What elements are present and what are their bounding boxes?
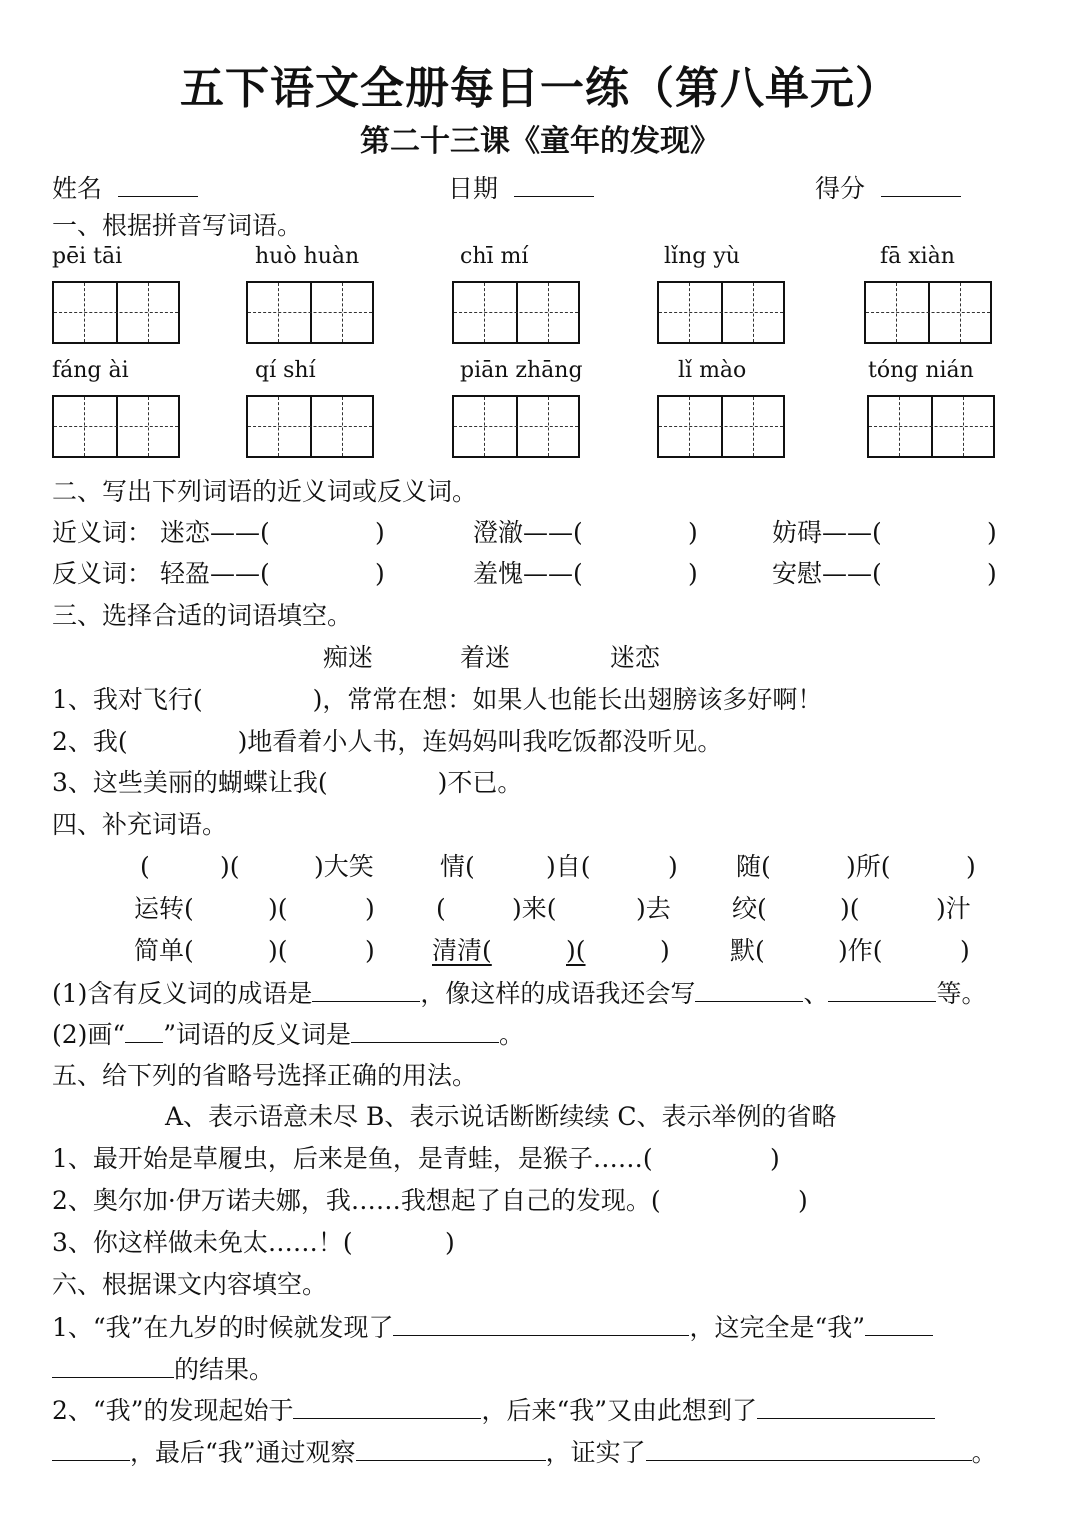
- idiom-part: (: [140, 852, 150, 881]
- synonym-item-1: 迷恋——(: [160, 518, 270, 547]
- fill-question-text: 2、我(: [52, 727, 128, 756]
- pinyin-7: qí shí: [255, 358, 316, 383]
- fill-question-2: [52, 726, 722, 758]
- idiom-part: )自(: [546, 852, 591, 881]
- question-text: 、: [803, 979, 829, 1008]
- answer-blank[interactable]: [865, 1311, 933, 1336]
- pinyin-3: chī mí: [460, 244, 529, 269]
- question-text: 2、“我”的发现起始于: [52, 1396, 294, 1425]
- section-3-heading: 三、选择合适的词语填空。: [52, 601, 353, 630]
- word-option-3: 迷恋: [610, 643, 661, 672]
- pinyin-4: lǐng yù: [664, 244, 740, 269]
- pinyin-2: huò huàn: [255, 244, 360, 269]
- idiom-part: 绞(: [732, 894, 767, 923]
- idiom-part: )来(: [512, 894, 557, 923]
- idiom-part: )大笑: [314, 852, 374, 881]
- writing-grid[interactable]: [452, 281, 580, 344]
- question-text: 的结果。: [174, 1355, 275, 1384]
- close-paren: ): [987, 518, 997, 547]
- close-paren: ): [987, 559, 997, 588]
- fill-question-1: [52, 684, 822, 716]
- answer-blank[interactable]: [646, 1436, 972, 1461]
- ellipsis-options: A、表示语意未尽 B、表示说话断断续续 C、表示举例的省略: [165, 1102, 837, 1131]
- idiom-part: 简单(: [134, 936, 194, 965]
- pinyin-9: lǐ mào: [678, 358, 747, 383]
- name-blank[interactable]: [118, 172, 198, 197]
- section-2-heading: 二、写出下列词语的近义词或反义词。: [52, 477, 478, 506]
- question-text: 1、“我”在九岁的时候就发现了: [52, 1313, 394, 1342]
- worksheet-title: 五下语文全册每日一练（第八单元）: [180, 63, 900, 114]
- synonym-label: 近义词：: [52, 518, 153, 547]
- writing-grid[interactable]: [452, 395, 580, 458]
- question-text: (2)画“: [52, 1020, 126, 1049]
- score-field[interactable]: [815, 172, 961, 205]
- idiom-part: 默(: [730, 936, 765, 965]
- date-label: 日期: [448, 174, 499, 203]
- fill-question-3: [52, 767, 522, 799]
- pinyin-1: pēi tāi: [52, 244, 123, 269]
- date-blank[interactable]: [514, 172, 594, 197]
- name-label: 姓名: [52, 174, 103, 203]
- lesson-subtitle: 第二十三课《童年的发现》: [360, 124, 720, 159]
- ellipsis-question-1: 1、最开始是草履虫，后来是鱼，是青蛙，是猴子……(: [52, 1144, 653, 1173]
- word-option-2: 着迷: [460, 643, 511, 672]
- synonym-item-3: 妨碍——(: [772, 518, 882, 547]
- answer-blank[interactable]: [356, 1436, 546, 1461]
- close-paren: ): [375, 559, 385, 588]
- section-4-heading: 四、补充词语。: [52, 810, 228, 839]
- answer-blank[interactable]: [52, 1436, 130, 1461]
- underlined-idiom-part: 清清(: [432, 936, 492, 965]
- antonym-label: 反义词：: [52, 559, 153, 588]
- idiom-part: )(: [268, 894, 288, 923]
- idiom-part: )(: [268, 936, 288, 965]
- question-text: ”词语的反义词是: [163, 1020, 351, 1049]
- section-6-heading: 六、根据课文内容填空。: [52, 1270, 328, 1299]
- idiom-part: ): [660, 936, 670, 965]
- idiom-part: )作(: [838, 936, 883, 965]
- antonym-item-1: 轻盈——(: [160, 559, 270, 588]
- score-label: 得分: [815, 174, 866, 203]
- name-field[interactable]: [52, 172, 198, 205]
- pinyin-5: fā xiàn: [880, 244, 955, 269]
- idiom-part: ): [960, 936, 970, 965]
- idiom-part: 随(: [736, 852, 771, 881]
- idiom-part: ): [668, 852, 678, 881]
- pinyin-6: fáng ài: [52, 358, 129, 383]
- ellipsis-question-3: 3、你这样做未免太……！(: [52, 1228, 353, 1257]
- date-field[interactable]: [448, 172, 594, 205]
- question-text: ，像这样的成语我还会写: [420, 979, 696, 1008]
- idiom-part: )(: [220, 852, 240, 881]
- writing-grid[interactable]: [246, 281, 374, 344]
- synonym-item-2: 澄澈——(: [473, 518, 583, 547]
- writing-grid[interactable]: [52, 281, 180, 344]
- close-paren: ): [375, 518, 385, 547]
- close-paren: ): [770, 1144, 780, 1173]
- section-1-heading: 一、根据拼音写词语。: [52, 211, 303, 240]
- writing-grid[interactable]: [867, 395, 995, 458]
- idiom-part: )去: [636, 894, 671, 923]
- close-paren: ): [688, 559, 698, 588]
- answer-blank[interactable]: [828, 977, 936, 1002]
- fill-question-text: )不已。: [437, 768, 523, 797]
- idiom-part: )所(: [846, 852, 891, 881]
- fill-question-text: )地看着小人书，连妈妈叫我吃饭都没听见。: [237, 727, 723, 756]
- answer-blank[interactable]: [293, 1394, 481, 1419]
- pinyin-8: piān zhāng: [460, 358, 583, 383]
- answer-blank[interactable]: [393, 1311, 689, 1336]
- answer-blank[interactable]: [351, 1018, 499, 1043]
- fill-question-text: )，常常在想：如果人也能长出翅膀该多好啊！: [312, 685, 823, 714]
- ellipsis-question-2: 2、奥尔加·伊万诺夫娜，我……我想起了自己的发现。(: [52, 1186, 661, 1215]
- idiom-part: (: [436, 894, 446, 923]
- text-fill-question-2: [52, 1394, 935, 1427]
- close-paren: ): [445, 1228, 455, 1257]
- idiom-part: ): [365, 936, 375, 965]
- question-text: (1)含有反义词的成语是: [52, 979, 313, 1008]
- question-text: ，最后“我”通过观察: [130, 1438, 356, 1467]
- score-blank[interactable]: [881, 172, 961, 197]
- word-option-1: 痴迷: [323, 643, 374, 672]
- question-text: 等。: [936, 979, 987, 1008]
- fill-question-text: 3、这些美丽的蝴蝶让我(: [52, 768, 328, 797]
- idiom-part: 运转(: [134, 894, 194, 923]
- question-text: ，后来“我”又由此想到了: [481, 1396, 758, 1425]
- writing-grid[interactable]: [52, 395, 180, 458]
- writing-grid[interactable]: [246, 395, 374, 458]
- answer-blank[interactable]: [757, 1394, 935, 1419]
- underlined-idiom-part: )(: [566, 936, 586, 965]
- idiom-question-1: [52, 977, 986, 1010]
- underline-sample: [125, 1024, 163, 1043]
- idiom-part: ): [365, 894, 375, 923]
- text-fill-question-1: [52, 1311, 933, 1344]
- writing-grid[interactable]: [864, 281, 992, 344]
- idiom-part: )(: [840, 894, 860, 923]
- text-fill-question-1-cont: [52, 1353, 274, 1386]
- question-text: 。: [499, 1020, 525, 1049]
- answer-blank[interactable]: [312, 977, 420, 1002]
- answer-blank[interactable]: [52, 1353, 174, 1378]
- idiom-question-2: [52, 1018, 524, 1051]
- question-text: 。: [971, 1438, 997, 1467]
- antonym-item-2: 羞愧——(: [473, 559, 583, 588]
- idiom-part: ): [966, 852, 976, 881]
- section-5-heading: 五、给下列的省略号选择正确的用法。: [52, 1061, 478, 1090]
- question-text: ，证实了: [545, 1438, 646, 1467]
- fill-question-text: 1、我对飞行(: [52, 685, 203, 714]
- close-paren: ): [688, 518, 698, 547]
- idiom-part: 情(: [440, 852, 475, 881]
- antonym-item-3: 安慰——(: [772, 559, 882, 588]
- writing-grid[interactable]: [657, 281, 785, 344]
- pinyin-10: tóng nián: [868, 358, 974, 383]
- idiom-part: )汁: [936, 894, 971, 923]
- question-text: ，这完全是“我”: [689, 1313, 866, 1342]
- answer-blank[interactable]: [695, 977, 803, 1002]
- text-fill-question-2-cont: [52, 1436, 997, 1469]
- writing-grid[interactable]: [657, 395, 785, 458]
- close-paren: ): [798, 1186, 808, 1215]
